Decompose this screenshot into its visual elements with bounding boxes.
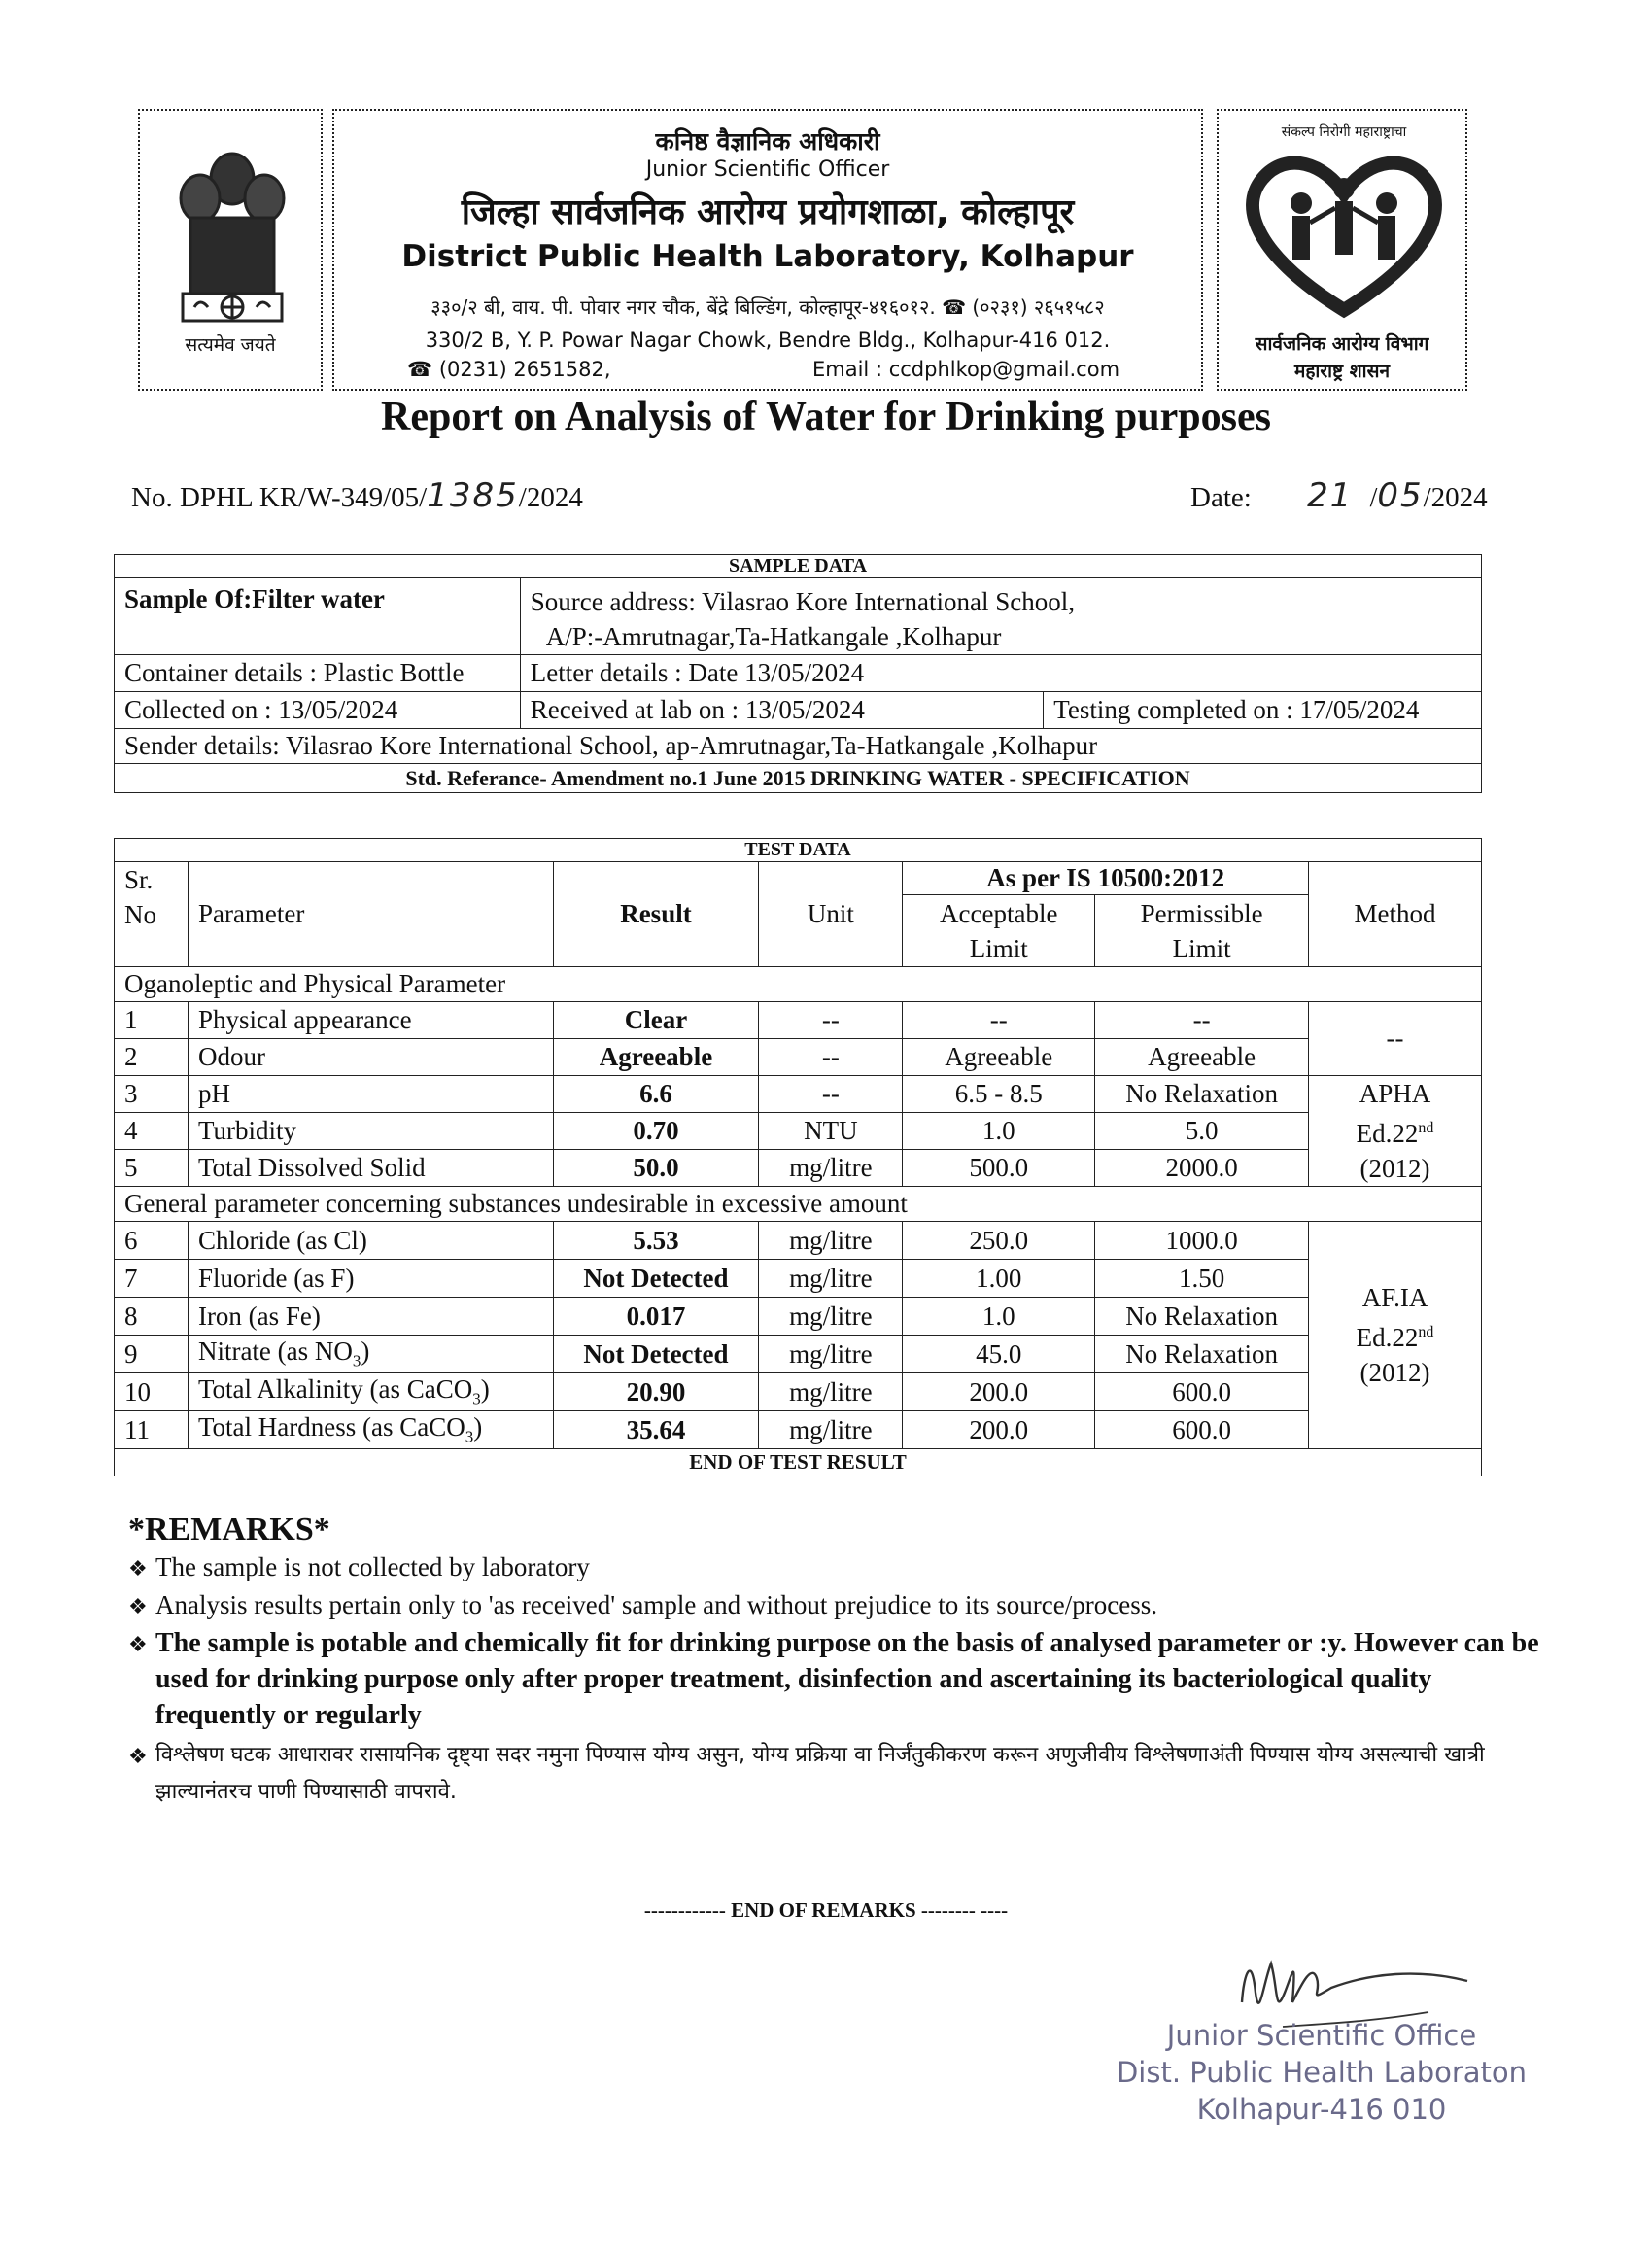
diamond-bullet-icon: ❖ [128,1633,148,1657]
param-subscript: 3 [465,1427,474,1446]
table-row [115,1260,1482,1298]
report-title: Report on Analysis of Water for Drinking purposes [381,395,1271,439]
header-sr-no [115,862,189,967]
address-marathi: ३३०/२ बी, वाय. पी. पोवार नगर चौक, बेंद्रे बिल्डिंग, कोल्हापूर-४१६०१२. ☎ (०२३१) २६५१५८२ [430,295,1105,319]
row-parameter: Odour [188,1039,553,1076]
header-permissible-limit [1095,895,1309,967]
row-sr: 10 [115,1373,189,1411]
row-permissible: 2000.0 [1095,1150,1309,1187]
remark-item [128,1587,1547,1625]
section-undesirable-substances: General parameter concerning substances undesirable in excessive amount [115,1187,1482,1222]
row-parameter: Turbidity [188,1113,553,1150]
method-apha-general-year: (2012) [1359,1358,1430,1387]
diamond-bullet-icon: ❖ [128,1595,148,1619]
row-permissible: 600.0 [1095,1411,1309,1449]
method-apha-general-edition: Ed.22 [1356,1323,1419,1352]
reference-prefix: No. DPHL KR/W-349/05/ [131,482,428,513]
row-unit: mg/litre [759,1336,903,1373]
row-acceptable: 1.0 [903,1298,1095,1336]
header-permissible: Permissible [1140,898,1263,928]
table-row [115,1113,1482,1150]
lab-header [332,109,1203,391]
row-acceptable: 250.0 [903,1222,1095,1260]
section-organoleptic: Oganoleptic and Physical Parameter [115,967,1482,1002]
method-apha-edition-sup: nd [1418,1120,1434,1136]
param-text: Nitrate (as NO [197,1337,353,1367]
stamp-line-designation: Junior Scientific Office [1166,2019,1477,2052]
row-parameter: Chloride (as Cl) [188,1222,553,1260]
designation-english: Junior Scientific Officer [645,157,890,182]
table-row [115,1298,1482,1336]
logo-caption-govt: महाराष्ट्र शासन [1293,361,1390,382]
remark-text: The sample is potable and chemically fit for drinking purpose on the basis of analysed parameter or :y. However can be used for drinking purpose only after proper treatment, disinfection and ascertaining its bacteriological quality frequently or regularly [155,1628,1539,1730]
row-result: Agreeable [553,1039,759,1076]
row-parameter [188,1373,553,1411]
table-row [115,1373,1482,1411]
emblem-panel [138,109,323,391]
row-acceptable: Agreeable [903,1039,1095,1076]
header-unit: Unit [759,862,903,967]
phone-number: ☎ (0231) 2651582, [407,358,611,381]
reference-suffix: /2024 [518,482,583,513]
header-acceptable-limit [903,895,1095,967]
header-acceptable-limit-word: Limit [969,933,1028,963]
remarks-title: *REMARKS* [128,1511,330,1547]
table-row [115,1002,1482,1039]
row-permissible: Agreeable [1095,1039,1309,1076]
reference-number [131,476,583,515]
stamp-line-city: Kolhapur-416 010 [1196,2093,1447,2126]
row-unit: mg/litre [759,1411,903,1449]
row-permissible: 5.0 [1095,1113,1309,1150]
row-permissible: No Relaxation [1095,1336,1309,1373]
row-acceptable: 500.0 [903,1150,1095,1187]
row-parameter [188,1336,553,1373]
logo-caption-dept: सार्वजनिक आरोग्य विभाग [1255,333,1429,355]
table-row [115,1336,1482,1373]
row-result: 0.017 [553,1298,759,1336]
remark-text: Analysis results pertain only to 'as received' sample and without prejudice to its source/process. [155,1590,1157,1619]
end-of-remarks: ------------ END OF REMARKS -------- ---- [643,1898,1009,1922]
header-result: Result [553,862,759,967]
date-label: Date: [1190,482,1252,513]
source-address [520,578,1481,655]
row-parameter: Physical appearance [188,1002,553,1039]
row-sr: 1 [115,1002,189,1039]
method-apha-general-name: AF.IA [1361,1283,1428,1312]
param-close: ) [480,1374,490,1405]
collected-on: Collected on : 13/05/2024 [115,692,521,729]
param-subscript: 3 [352,1351,361,1371]
diamond-bullet-icon: ❖ [128,1745,148,1769]
row-parameter: pH [188,1076,553,1113]
sender-details: Sender details: Vilasrao Kore International School, ap-Amrutnagar,Ta-Hatkangale ,Kolhapur [115,729,1482,764]
row-sr: 8 [115,1298,189,1336]
diamond-bullet-icon: ❖ [128,1557,148,1581]
health-dept-logo-panel [1217,109,1467,391]
table-row [115,1222,1482,1260]
header-sr: Sr. [124,865,154,894]
designation-marathi: कनिष्ठ वैज्ञानिक अधिकारी [655,127,880,156]
lab-name-marathi: जिल्हा सार्वजनिक आरोग्य प्रयोगशाळा, कोल्हापूर [461,192,1075,232]
row-sr: 11 [115,1411,189,1449]
report-date: Date: 21 /05/2024 [1190,476,1488,515]
row-sr: 3 [115,1076,189,1113]
row-unit: mg/litre [759,1260,903,1298]
param-text: Total Hardness (as CaCO [197,1412,465,1442]
table-row [115,1411,1482,1449]
row-unit: mg/litre [759,1222,903,1260]
received-at-lab: Received at lab on : 13/05/2024 [520,692,1044,729]
row-permissible: 1000.0 [1095,1222,1309,1260]
emblem-motto: सत्यमेव जयते [185,334,276,356]
param-close: ) [473,1412,483,1442]
source-address-line2: A/P:-Amrutnagar,Ta-Hatkangale ,Kolhapur [545,622,1002,651]
param-close: ) [361,1337,370,1367]
sample-data-caption: SAMPLE DATA [115,555,1482,578]
row-parameter: Iron (as Fe) [188,1298,553,1336]
date-year: /2024 [1423,482,1488,513]
sample-of: Sample Of:Filter water [115,578,521,655]
row-sr: 6 [115,1222,189,1260]
remarks-section [128,1511,1547,1811]
row-result: 35.64 [553,1411,759,1449]
header-no: No [124,900,156,929]
source-address-line1: Source address: Vilasrao Kore International School, [530,587,1075,616]
stamp-line-lab: Dist. Public Health Laboraton [1116,2056,1528,2089]
row-sr: 2 [115,1039,189,1076]
row-result: 50.0 [553,1150,759,1187]
row-unit: -- [759,1002,903,1039]
method-apha-year: (2012) [1359,1154,1430,1183]
ashoka-emblem-icon [140,130,325,354]
container-details: Container details : Plastic Bottle [115,655,521,692]
lab-name-english: District Public Health Laboratory, Kolhapur [401,239,1134,274]
remark-text: The sample is not collected by laboratory [155,1552,590,1581]
row-parameter: Total Dissolved Solid [188,1150,553,1187]
row-permissible: No Relaxation [1095,1076,1309,1113]
test-data-caption: TEST DATA [115,839,1482,862]
row-parameter [188,1411,553,1449]
row-result: Not Detected [553,1336,759,1373]
method-apha-edition: Ed.22 [1356,1119,1419,1148]
handwritten-reference-number: 1385 [427,476,519,515]
end-of-test-result: END OF TEST RESULT [115,1449,1482,1476]
row-unit: mg/litre [759,1150,903,1187]
table-row [115,1150,1482,1187]
header-parameter: Parameter [188,862,553,967]
row-result: Not Detected [553,1260,759,1298]
remark-item [128,1737,1547,1811]
header-permissible-limit-word: Limit [1172,933,1231,963]
row-permissible: 600.0 [1095,1373,1309,1411]
row-permissible: -- [1095,1002,1309,1039]
param-text: Total Alkalinity (as CaCO [197,1374,473,1405]
row-acceptable: 200.0 [903,1411,1095,1449]
logo-arc-text: संकल्प निरोगी महाराष्ट्राचा [1281,124,1407,140]
row-result: Clear [553,1002,759,1039]
row-permissible: No Relaxation [1095,1298,1309,1336]
standard-reference: Std. Referance- Amendment no.1 June 2015 DRINKING WATER - SPECIFICATION [115,764,1482,793]
row-sr: 9 [115,1336,189,1373]
row-result: 6.6 [553,1076,759,1113]
row-acceptable: 1.00 [903,1260,1095,1298]
row-acceptable: 200.0 [903,1373,1095,1411]
param-subscript: 3 [472,1389,481,1408]
handwritten-date-day: 21 [1307,476,1354,515]
row-result: 0.70 [553,1113,759,1150]
table-row [115,1039,1482,1076]
sample-data-table [114,554,1482,793]
row-acceptable: 6.5 - 8.5 [903,1076,1095,1113]
method-apha-name: APHA [1359,1079,1431,1108]
row-acceptable: 45.0 [903,1336,1095,1373]
header-acceptable: Acceptable [940,898,1058,928]
method-apha-general-edition-sup: nd [1418,1324,1434,1340]
row-unit: mg/litre [759,1373,903,1411]
table-row [115,1076,1482,1113]
header-standard: As per IS 10500:2012 [903,862,1309,895]
handwritten-date-month: 05 [1377,476,1424,515]
remark-item [128,1549,1547,1587]
method-apha-general [1309,1222,1482,1449]
email-address: Email : ccdphlkop@gmail.com [812,358,1120,381]
row-unit: mg/litre [759,1298,903,1336]
row-parameter: Fluoride (as F) [188,1260,553,1298]
header-method: Method [1309,862,1482,967]
row-unit: NTU [759,1113,903,1150]
row-unit: -- [759,1039,903,1076]
row-result: 20.90 [553,1373,759,1411]
letter-details: Letter details : Date 13/05/2024 [520,655,1481,692]
method-apha [1309,1076,1482,1187]
row-sr: 5 [115,1150,189,1187]
row-acceptable: 1.0 [903,1113,1095,1150]
test-data-table [114,838,1482,1476]
remark-text-marathi: विश्लेषण घटक आधारावर रासायनिक दृष्ट्या सदर नमुना पिण्यास योग्य असुन, योग्य प्रक्रिया वा निर्जंतुकीकरण करून अणुजीवीय विश्लेषणाअंती पिण्यास योग्य असल्याची खात्री झाल्यानंतरच पाणी पिण्यासाठी वापरावे. [155,1743,1485,1804]
row-permissible: 1.50 [1095,1260,1309,1298]
health-department-logo-icon [1219,111,1469,325]
row-sr: 4 [115,1113,189,1150]
method-physical: -- [1309,1002,1482,1076]
official-stamp [1069,2017,1574,2128]
row-acceptable: -- [903,1002,1095,1039]
remark-item [128,1625,1547,1733]
row-unit: -- [759,1076,903,1113]
testing-completed: Testing completed on : 17/05/2024 [1044,692,1482,729]
address-english: 330/2 B, Y. P. Powar Nagar Chowk, Bendre Bldg., Kolhapur-416 012. [425,329,1111,352]
row-result: 5.53 [553,1222,759,1260]
row-sr: 7 [115,1260,189,1298]
